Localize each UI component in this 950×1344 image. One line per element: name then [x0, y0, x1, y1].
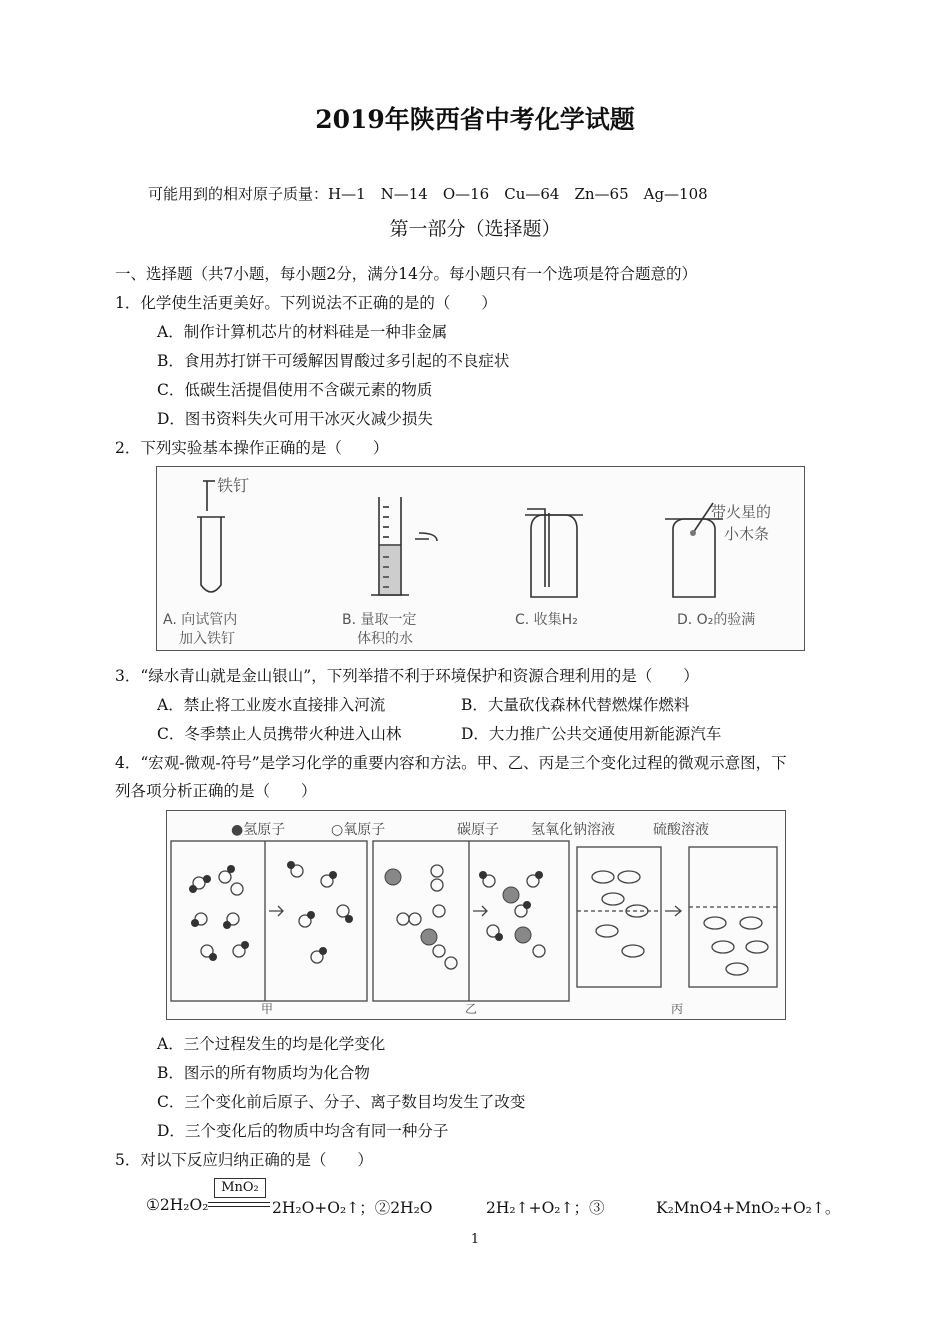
legend-naoh-solution: 氢氧化钠溶液	[531, 822, 615, 838]
legend-oxygen-atom: ○氧原子	[331, 822, 386, 838]
equation-3-product: K₂MnO4+MnO₂+O₂↑。	[656, 1199, 841, 1217]
equals-line-1	[208, 1202, 270, 1203]
wood-stick-icon	[693, 503, 713, 533]
q1-option-b: B．食用苏打饼干可缓解因胃酸过多引起的不良症状	[157, 352, 510, 370]
label-jia: 甲	[261, 1002, 274, 1016]
q3-stem: 3．“绿水青山就是金山银山”，下列举措不利于环境保护和资源合理利用的是（ ）	[115, 667, 699, 685]
option-a-label-1: A. 向试管内	[163, 612, 238, 628]
q5-stem: 5．对以下反应归纳正确的是（ ）	[115, 1151, 373, 1169]
particle-diagram-drawing	[167, 811, 785, 1019]
page-title: 2019年陕西省中考化学试题	[315, 105, 635, 134]
equation-2-product: 2H₂↑+O₂↑；③	[486, 1199, 605, 1217]
option-c-label: C. 收集H₂	[515, 612, 578, 628]
q4-stem-line-1: 4．“宏观-微观-符号”是学习化学的重要内容和方法。甲、乙、丙是三个变化过程的微观示意图，下	[115, 754, 787, 772]
gas-bottle-icon	[531, 515, 577, 597]
q1-stem: 1．化学使生活更美好。下列说法不正确的是的（ ）	[115, 294, 497, 312]
q1-option-d: D．图书资料失火可用干冰灭火减少损失	[157, 410, 433, 428]
part-title: 第一部分（选择题）	[389, 218, 561, 240]
label-yi: 乙	[465, 1002, 478, 1016]
beaker-naoh-icon	[577, 847, 661, 987]
eye-icon	[415, 533, 437, 541]
legend-hydrogen-atom: ●氢原子	[231, 822, 286, 838]
section-header: 一、选择题（共7小题，每小题2分，满分14分。每小题只有一个选项是符合题意的）	[115, 265, 697, 283]
q3-option-a: A．禁止将工业废水直接排入河流	[157, 696, 386, 714]
q2-lab-figure	[156, 466, 805, 651]
q4-option-b: B．图示的所有物质均为化合物	[157, 1064, 370, 1082]
q4-stem-line-2: 列各项分析正确的是（ ）	[115, 782, 317, 800]
option-a-label-2: 加入铁钉	[179, 631, 235, 647]
q3-option-d: D．大力推广公共交通使用新能源汽车	[461, 725, 722, 743]
iron-nail-label: 铁钉	[217, 476, 250, 495]
option-d-label: D. O₂的验满	[677, 612, 756, 628]
arrow-jia-icon	[269, 906, 283, 916]
panel-yi	[373, 841, 569, 1001]
option-b-label-2: 体积的水	[357, 631, 413, 647]
q3-option-b: B．大量砍伐森林代替燃煤作燃料	[461, 696, 690, 714]
q4-option-a: A．三个过程发生的均是化学变化	[157, 1035, 386, 1053]
q1-option-c: C．低碳生活提倡使用不含碳元素的物质	[157, 381, 433, 399]
label-bing: 丙	[671, 1002, 684, 1016]
q4-option-c: C．三个变化前后原子、分子、离子数目均发生了改变	[157, 1093, 526, 1111]
q4-particle-figure	[166, 810, 786, 1020]
catalyst-condition	[208, 1178, 270, 1212]
q3-option-c: C．冬季禁止人员携带火种进入山林	[157, 725, 402, 743]
test-tube-icon	[201, 517, 221, 592]
equation-1-product: 2H₂O+O₂↑；②2H₂O	[272, 1199, 433, 1217]
legend-carbon-atom: 碳原子	[457, 822, 499, 838]
panel-jia	[171, 841, 367, 1001]
wood-stick-label-2: 小木条	[724, 525, 770, 543]
q1-option-a: A．制作计算机芯片的材料硅是一种非金属	[157, 323, 448, 341]
carbon-atom-icon	[385, 869, 401, 885]
atomic-masses: 可能用到的相对原子质量：H—1 N—14 O—16 Cu—64 Zn—65 Ag—108	[148, 185, 708, 203]
beaker-h2so4-icon	[689, 847, 777, 987]
catalyst-label: MnO₂	[214, 1178, 266, 1198]
arrow-yi-icon	[473, 906, 487, 916]
page-number: 1	[470, 1232, 480, 1247]
wood-stick-label-1: 带火星的	[711, 503, 772, 521]
equation-1-reactant: ①2H₂O₂	[146, 1196, 209, 1214]
equals-line-2	[208, 1206, 270, 1207]
q2-stem: 2．下列实验基本操作正确的是（ ）	[115, 439, 389, 457]
arrow-bing-icon	[665, 906, 681, 916]
legend-h2so4-solution: 硫酸溶液	[653, 822, 709, 838]
q4-option-d: D．三个变化后的物质中均含有同一种分子	[157, 1122, 449, 1140]
option-b-label-1: B. 量取一定	[342, 612, 417, 628]
